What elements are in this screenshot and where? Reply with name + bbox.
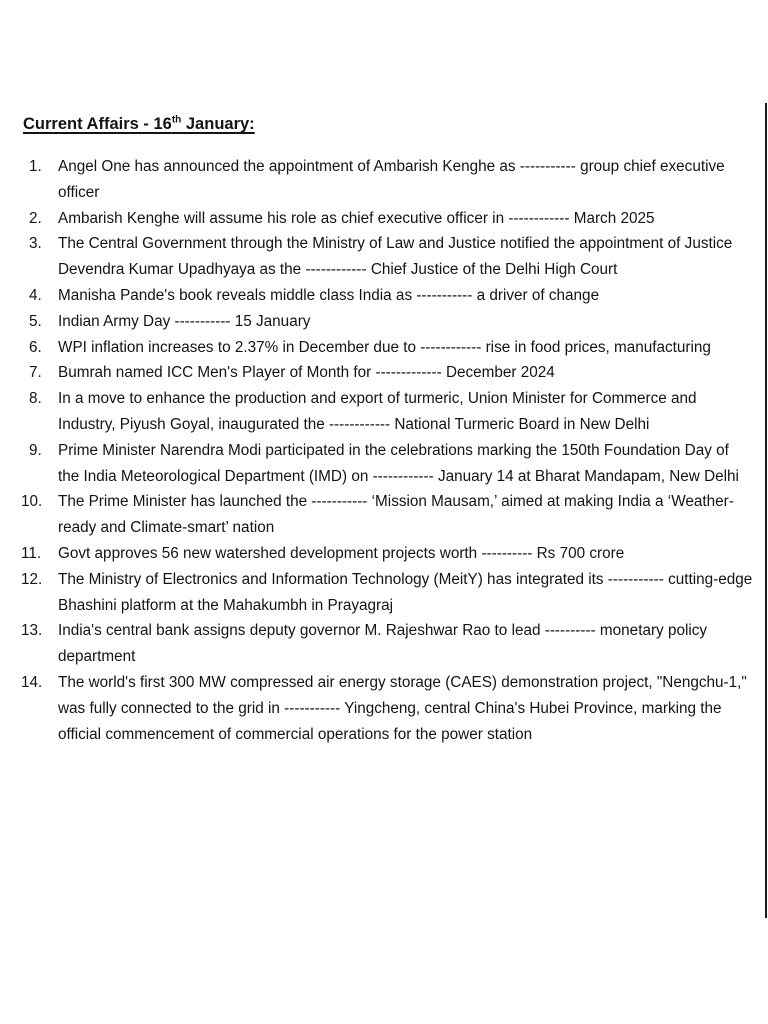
item-text: The Prime Minister has launched the ----------- ‘Mission Mausam,’ aimed at making India a ‘Weather-ready and Climate-smart’ nation [58,493,734,537]
list-item [0,670,768,747]
item-number: 10. [21,493,43,511]
item-text: Govt approves 56 new watershed development projects worth ---------- Rs 700 crore [58,544,625,562]
list-item [0,618,768,670]
item-text: In a move to enhance the production and export of turmeric, Union Minister for Commerce and Industry, Piyush Goyal, inaugurated the ------------ National Turmeric Board in New Delhi [58,390,697,433]
item-text: India's central bank assigns deputy governor M. Rajeshwar Rao to lead ---------- monetary policy department [58,622,708,666]
item-number: 11. [21,544,42,562]
title-end: January: [181,115,255,133]
item-text: Angel One has announced the appointment of Ambarish Kenghe as ----------- group chief executive officer [58,158,725,201]
item-number: 14. [21,673,43,691]
item-number: 5. [29,312,42,330]
item-number: 1. [29,158,42,175]
list-item [0,541,768,567]
item-text: Prime Minister Narendra Modi participated in the celebrations marking the 150th Foundation Day of the India Meteorological Department (IMD) on ------------ January 14 at Bharat Mandapam, New Delhi [58,441,739,485]
item-number: 3. [29,235,42,253]
list-item [0,206,768,232]
list-item [0,335,768,361]
title-main: Current Affairs - 16 [23,115,172,133]
item-text: Ambarish Kenghe will assume his role as chief executive officer in ------------ March 2025 [58,209,655,227]
item-text: Bumrah named ICC Men's Player of Month for ------------- December 2024 [58,364,555,382]
page-title [23,115,255,134]
title-ordinal-suffix: th [171,114,182,126]
list-item [0,489,768,541]
item-number: 9. [29,441,42,459]
item-number: 7. [29,364,42,382]
item-number: 2. [29,209,42,227]
item-text: The Ministry of Electronics and Information Technology (MeitY) has integrated its ----------- cutting-edge Bhashini platform at the Mahakumbh in Prayagraj [58,570,753,614]
item-text: Manisha Pande's book reveals middle class India as ----------- a driver of change [58,286,600,304]
item-number: 6. [29,338,42,356]
question-list [0,154,768,747]
list-item [0,283,768,309]
list-item [0,386,768,438]
item-text: Indian Army Day ----------- 15 January [58,312,311,330]
item-number: 8. [29,390,42,408]
item-number: 13. [21,622,43,640]
item-text: The world's first 300 MW compressed air energy storage (CAES) demonstration project, "Nengchu-1," was fully connected to the grid in ----------- Yingcheng, central China's Hubei Province, marking the official commencement of commercial operations for the power station [58,673,747,743]
list-item [0,231,768,283]
list-item [0,154,768,206]
list-item [0,438,768,490]
list-item [0,309,768,335]
list-item [0,360,768,386]
item-number: 12. [21,570,43,588]
item-text: WPI inflation increases to 2.37% in December due to ------------ rise in food prices, manufacturing [58,338,711,356]
item-text: The Central Government through the Ministry of Law and Justice notified the appointment of Justice Devendra Kumar Upadhyaya as the ------------ Chief Justice of the Delhi High Court [58,235,733,279]
item-number: 4. [29,286,42,304]
list-item [0,567,768,619]
